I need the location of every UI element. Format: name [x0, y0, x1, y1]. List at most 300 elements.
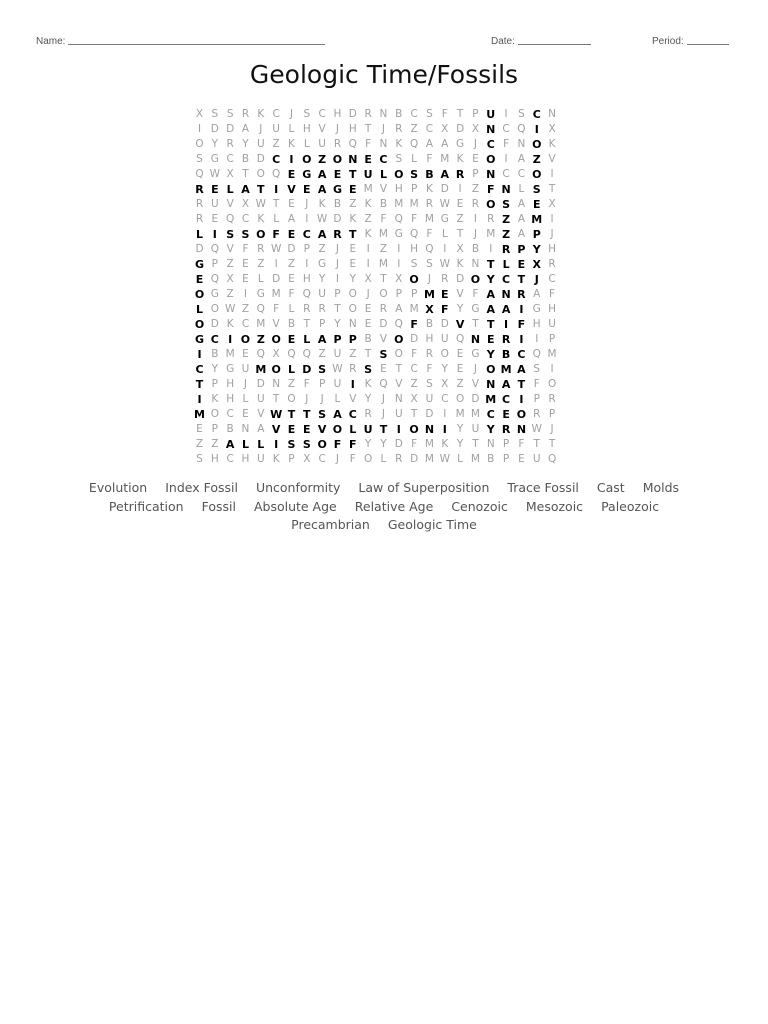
grid-letter: R [455, 168, 465, 181]
grid-letter: I [519, 333, 524, 346]
grid-letter: Q [455, 333, 465, 345]
grid-letter: V [548, 153, 556, 165]
grid-letter: M [470, 408, 480, 420]
grid-letter: H [394, 183, 403, 195]
grid-letter: G [318, 258, 327, 270]
grid-letter: O [287, 393, 296, 405]
grid-letter: I [366, 258, 370, 270]
grid-letter: Y [380, 438, 387, 450]
grid-letter: G [194, 258, 205, 271]
grid-letter: A [517, 363, 526, 376]
grid-letter: R [364, 408, 372, 420]
grid-letter: E [349, 183, 357, 196]
grid-letter: C [517, 348, 526, 361]
grid-letter: T [380, 273, 387, 285]
grid-letter: Q [532, 348, 541, 360]
grid-letter: U [363, 168, 373, 181]
grid-letter: J [550, 423, 554, 435]
grid-letter: S [426, 108, 433, 120]
grid-letter: I [197, 123, 202, 135]
grid-letter: S [532, 183, 541, 196]
grid-letter: A [517, 228, 526, 240]
grid-letter: E [303, 183, 311, 196]
grid-letter: F [303, 378, 310, 390]
grid-letter: Q [210, 273, 219, 285]
grid-letter: M [194, 408, 205, 421]
grid-letter: A [241, 123, 250, 135]
grid-letter: H [333, 108, 342, 120]
grid-letter: P [348, 333, 357, 346]
grid-letter: Q [379, 378, 388, 390]
grid-letter: M [394, 198, 404, 210]
grid-letter: X [456, 243, 464, 255]
grid-letter: R [395, 453, 403, 465]
grid-letter: Z [456, 213, 464, 225]
grid-letter: S [226, 228, 235, 241]
word-bank-item: Geologic Time [387, 517, 477, 532]
grid-letter: U [333, 378, 342, 390]
name-blank-line[interactable] [68, 35, 325, 45]
grid-letter: W [332, 363, 343, 375]
grid-letter: C [502, 123, 510, 135]
grid-letter: E [333, 168, 342, 181]
grid-letter: O [532, 138, 542, 151]
grid-letter: N [486, 123, 496, 136]
grid-letter: Y [486, 423, 495, 436]
grid-letter: F [426, 228, 433, 240]
grid-letter: U [394, 408, 403, 420]
grid-letter: W [270, 243, 282, 255]
grid-letter: A [517, 153, 526, 165]
grid-letter: V [471, 378, 480, 390]
grid-letter: N [241, 423, 250, 435]
grid-letter: D [410, 453, 419, 465]
grid-letter: U [241, 363, 250, 375]
grid-letter: F [517, 318, 526, 331]
grid-letter: C [410, 108, 418, 120]
grid-letter: P [303, 243, 310, 255]
grid-letter: F [518, 438, 525, 450]
grid-letter: I [397, 243, 401, 255]
date-label: Date: [491, 36, 515, 47]
grid-letter: X [441, 378, 449, 390]
grid-letter: S [533, 363, 541, 375]
grid-letter: U [256, 138, 265, 150]
grid-letter: I [489, 243, 493, 255]
grid-letter: F [272, 228, 280, 241]
grid-letter: T [533, 438, 540, 450]
grid-letter: Z [349, 198, 357, 210]
grid-letter: W [439, 453, 450, 465]
grid-letter: Y [456, 438, 464, 450]
grid-letter: I [335, 273, 340, 285]
grid-letter: B [211, 348, 219, 360]
grid-letter: C [272, 108, 280, 120]
grid-letter: C [517, 168, 526, 180]
grid-letter: N [394, 393, 403, 405]
grid-letter: B [226, 423, 234, 435]
grid-letter: F [349, 453, 356, 465]
grid-letter: D [425, 408, 434, 420]
grid-letter: K [364, 228, 372, 240]
grid-letter: K [441, 438, 449, 450]
grid-letter: A [486, 288, 496, 301]
grid-letter: O [210, 303, 219, 315]
grid-letter: H [226, 393, 235, 405]
grid-letter: Z [364, 213, 372, 225]
grid-letter: M [485, 393, 497, 406]
grid-letter: I [519, 303, 524, 316]
grid-letter: P [318, 318, 326, 330]
grid-letter: E [195, 273, 204, 286]
grid-letter: Y [456, 303, 464, 315]
grid-letter: R [379, 303, 388, 315]
word-bank-item: Index Fossil [165, 480, 238, 495]
word-bank-item: Unconformity [255, 480, 341, 495]
grid-letter: E [242, 408, 249, 420]
grid-letter: C [241, 213, 250, 225]
grid-letter: J [473, 228, 477, 240]
grid-letter: J [243, 378, 248, 390]
grid-letter: T [349, 168, 357, 181]
date-blank-line[interactable] [518, 35, 591, 45]
grid-letter: I [550, 363, 554, 375]
grid-letter: P [517, 243, 526, 256]
grid-letter: S [426, 378, 433, 390]
grid-letter: Y [456, 423, 464, 435]
grid-letter: Y [211, 138, 219, 150]
grid-letter: A [317, 228, 327, 241]
grid-letter: K [425, 183, 433, 195]
grid-letter: C [548, 273, 556, 285]
grid-letter: F [549, 288, 556, 300]
grid-letter: V [395, 378, 403, 390]
grid-letter: Z [318, 243, 326, 255]
grid-letter: T [472, 318, 479, 330]
date-field[interactable] [491, 35, 591, 47]
grid-letter: N [379, 108, 388, 120]
grid-letter: D [272, 273, 281, 285]
grid-letter: V [257, 408, 265, 420]
grid-letter: M [486, 228, 496, 240]
grid-letter: I [473, 213, 477, 225]
grid-letter: L [226, 183, 234, 196]
grid-letter: O [394, 168, 404, 181]
grid-letter: H [348, 123, 357, 135]
grid-letter: Z [241, 303, 250, 315]
grid-letter: R [425, 348, 434, 360]
word-bank-item: Absolute Age [253, 498, 337, 514]
grid-letter: S [395, 153, 403, 165]
grid-letter: K [349, 213, 357, 225]
grid-letter: E [288, 198, 295, 210]
grid-letter: C [502, 273, 511, 286]
grid-letter: F [410, 318, 418, 331]
grid-letter: T [364, 348, 372, 360]
grid-letter: U [486, 108, 496, 121]
grid-letter: Y [334, 318, 341, 330]
grid-letter: C [486, 408, 495, 421]
grid-letter: H [425, 333, 434, 345]
grid-letter: B [241, 153, 250, 165]
grid-letter: O [486, 363, 496, 376]
grid-letter: R [195, 198, 204, 210]
grid-letter: A [241, 183, 250, 196]
grid-letter: F [273, 303, 280, 315]
grid-letter: G [194, 333, 205, 346]
grid-letter: T [272, 198, 280, 210]
grid-letter: Z [287, 378, 296, 390]
grid-letter: F [411, 438, 418, 450]
grid-letter: W [316, 213, 328, 225]
grid-letter: E [456, 363, 464, 375]
grid-letter: M [531, 213, 543, 226]
grid-letter: P [318, 378, 326, 390]
grid-letter: M [255, 363, 267, 376]
grid-letter: R [548, 393, 556, 405]
grid-letter: Y [364, 393, 372, 405]
grid-letter: J [534, 273, 539, 286]
grid-letter: T [195, 378, 204, 391]
grid-letter: V [226, 198, 234, 210]
grid-letter: A [425, 138, 434, 150]
grid-letter: J [289, 108, 294, 120]
grid-letter: J [305, 393, 309, 405]
grid-letter: W [270, 408, 283, 421]
grid-letter: S [303, 108, 311, 120]
grid-letter: I [274, 183, 279, 196]
grid-letter: M [440, 153, 450, 165]
grid-letter: T [487, 318, 495, 331]
grid-letter: P [333, 333, 342, 346]
grid-letter: Z [502, 228, 511, 241]
grid-letter: R [501, 243, 511, 256]
word-bank-item: Fossil [201, 498, 236, 514]
grid-letter: S [426, 258, 433, 270]
grid-letter: O [486, 153, 496, 166]
grid-letter: K [288, 138, 295, 150]
grid-letter: N [548, 108, 556, 120]
grid-letter: V [271, 423, 281, 436]
grid-letter: P [548, 408, 556, 420]
word-bank-item: Mesozoic [525, 498, 584, 514]
grid-letter: Q [547, 453, 557, 465]
grid-letter: E [532, 198, 541, 211]
grid-letter: Z [318, 153, 327, 166]
grid-letter: T [272, 393, 280, 405]
grid-letter: O [547, 378, 557, 390]
grid-letter: L [195, 228, 203, 241]
grid-letter: G [210, 288, 219, 300]
grid-letter: S [379, 348, 388, 361]
grid-letter: C [410, 363, 418, 375]
grid-letter: G [471, 303, 480, 315]
grid-letter: O [516, 408, 527, 421]
grid-letter: G [394, 228, 403, 240]
grid-letter: E [487, 333, 495, 346]
grid-letter: J [335, 453, 340, 465]
grid-letter: O [240, 333, 251, 346]
grid-letter: J [381, 123, 385, 135]
grid-letter: N [486, 168, 496, 181]
grid-letter: M [225, 348, 235, 360]
grid-letter: C [226, 453, 234, 465]
grid-letter: M [500, 363, 512, 376]
grid-letter: F [380, 213, 387, 225]
grid-letter: H [210, 453, 219, 465]
grid-letter: R [501, 333, 511, 346]
grid-letter: T [287, 408, 296, 421]
name-field[interactable] [36, 35, 325, 47]
grid-letter: A [287, 213, 296, 225]
grid-letter: I [274, 258, 278, 270]
period-blank-line[interactable] [687, 35, 729, 45]
grid-letter: M [424, 453, 434, 465]
grid-letter: I [550, 213, 554, 225]
grid-letter: R [333, 228, 342, 241]
name-label: Name: [36, 36, 66, 47]
grid-letter: T [303, 408, 311, 421]
grid-letter: E [472, 153, 479, 165]
grid-letter: V [379, 333, 388, 345]
grid-letter: Y [364, 438, 372, 450]
grid-letter: R [487, 213, 495, 225]
grid-letter: D [456, 123, 465, 135]
grid-letter: O [363, 453, 373, 465]
grid-letter: R [195, 183, 204, 196]
grid-letter: X [532, 258, 541, 271]
grid-letter: O [317, 438, 327, 451]
period-field[interactable] [652, 35, 729, 47]
grid-letter: T [487, 258, 495, 271]
grid-letter: O [486, 198, 496, 211]
grid-letter: W [255, 198, 266, 210]
grid-letter: S [318, 363, 327, 376]
word-bank-item: Cenozoic [451, 498, 508, 514]
grid-letter: Z [379, 243, 388, 255]
grid-letter: O [455, 393, 465, 405]
grid-letter: K [211, 393, 219, 405]
grid-letter: L [257, 438, 265, 451]
grid-letter: V [272, 318, 280, 330]
grid-letter: X [471, 123, 480, 135]
grid-letter: B [379, 198, 388, 210]
word-bank [60, 479, 708, 535]
grid-letter: J [473, 363, 477, 375]
grid-letter: Z [226, 288, 234, 300]
word-bank-item: Precambrian [291, 517, 370, 532]
grid-letter: Z [410, 123, 418, 135]
grid-letter: K [456, 153, 464, 165]
grid-letter: Q [287, 348, 296, 360]
grid-letter: Q [425, 243, 434, 255]
grid-letter: S [502, 198, 511, 211]
grid-letter: V [379, 183, 388, 195]
grid-letter: Q [210, 243, 219, 255]
grid-letter: T [517, 273, 526, 286]
grid-letter: K [548, 138, 556, 150]
grid-letter: E [349, 243, 357, 255]
grid-letter: N [272, 378, 281, 390]
page-title: Geologic Time/Fossils [249, 60, 519, 89]
grid-letter: N [501, 288, 511, 301]
grid-letter: Z [287, 258, 296, 270]
grid-letter: E [456, 348, 464, 360]
grid-letter: V [318, 123, 326, 135]
grid-letter: I [243, 288, 248, 300]
grid-letter: G [332, 183, 342, 196]
grid-letter: U [471, 423, 480, 435]
grid-letter: S [196, 453, 203, 465]
grid-letter: C [425, 123, 434, 135]
grid-letter: Z [318, 348, 326, 360]
grid-letter: O [271, 363, 281, 376]
grid-letter: E [518, 453, 525, 465]
grid-letter: A [501, 303, 511, 316]
grid-letter: C [348, 408, 357, 421]
grid-letter: O [332, 423, 343, 436]
grid-letter: C [502, 168, 510, 180]
grid-letter: C [226, 153, 234, 165]
grid-letter: I [197, 348, 202, 361]
grid-letter: L [441, 228, 448, 240]
grid-letter: S [287, 438, 296, 451]
grid-letter: C [502, 393, 511, 406]
grid-letter: F [487, 183, 495, 196]
grid-letter: M [423, 288, 435, 301]
grid-letter: M [547, 348, 557, 360]
grid-letter: J [335, 243, 340, 255]
grid-letter: Y [211, 363, 219, 375]
grid-letter: I [504, 153, 508, 165]
grid-letter: B [333, 198, 342, 210]
grid-letter: I [305, 213, 309, 225]
grid-letter: K [364, 378, 372, 390]
grid-letter: H [532, 318, 541, 330]
grid-letter: O [394, 348, 403, 360]
grid-letter: X [195, 108, 204, 120]
grid-letter: O [271, 333, 281, 346]
grid-letter: J [381, 408, 385, 420]
grid-letter: X [395, 273, 403, 285]
grid-letter: Z [272, 138, 280, 150]
grid-letter: N [348, 318, 357, 330]
grid-letter: Q [409, 228, 419, 240]
grid-letter: O [210, 408, 219, 420]
grid-letter: V [226, 243, 234, 255]
grid-letter: M [409, 303, 419, 315]
grid-letter: G [256, 288, 265, 300]
grid-letter: I [534, 123, 539, 136]
grid-letter: L [457, 453, 464, 465]
grid-letter: P [502, 453, 510, 465]
grid-letter: S [211, 108, 219, 120]
grid-letter: E [517, 258, 526, 271]
grid-letter: R [471, 198, 480, 210]
grid-letter: T [364, 123, 372, 135]
grid-letter: X [410, 393, 418, 405]
grid-letter: X [272, 348, 280, 360]
grid-letter: O [194, 318, 205, 331]
grid-letter: L [349, 423, 357, 436]
grid-letter: F [333, 438, 342, 451]
grid-letter: W [439, 198, 450, 210]
grid-letter: C [441, 393, 449, 405]
grid-letter: I [443, 243, 447, 255]
grid-letter: U [548, 318, 556, 330]
grid-letter: T [456, 108, 464, 120]
grid-letter: X [303, 453, 311, 465]
